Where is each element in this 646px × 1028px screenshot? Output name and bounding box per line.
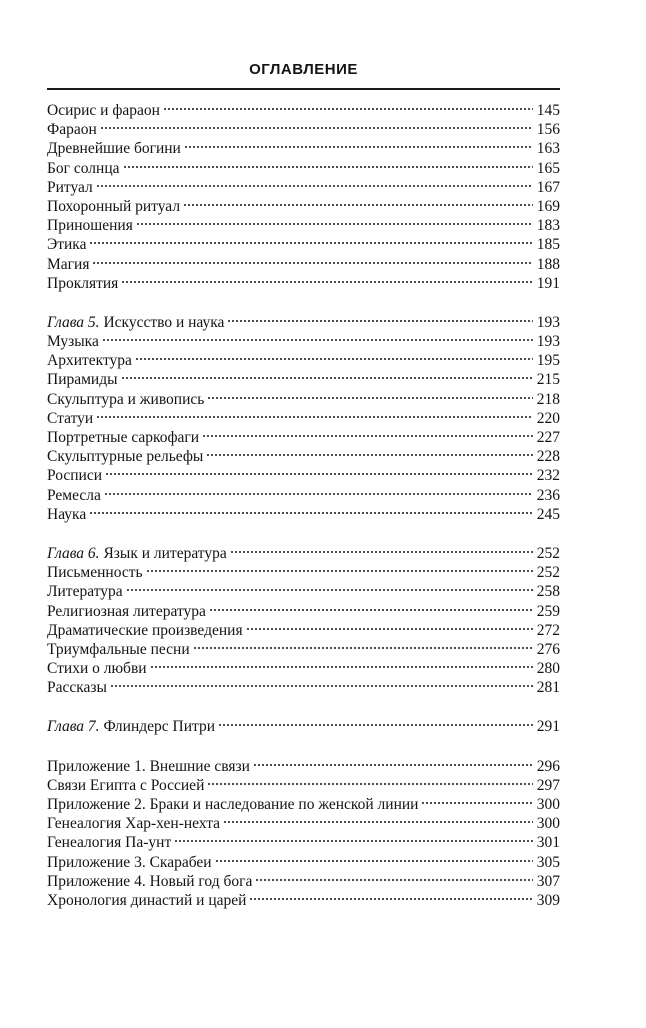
- dot-leader: [218, 722, 533, 728]
- toc-entry[interactable]: [47, 563, 560, 582]
- dot-leader: [163, 106, 533, 112]
- dot-leader: [105, 471, 533, 477]
- toc-entry[interactable]: [47, 833, 560, 852]
- toc-entry-title: Письменность: [47, 564, 143, 582]
- toc-entry[interactable]: [47, 159, 560, 178]
- page-number: 297: [536, 776, 560, 794]
- page-number: 218: [536, 390, 560, 408]
- toc-entry-title: Драматические произведения: [47, 621, 243, 639]
- dot-leader: [100, 125, 533, 131]
- page-number: 300: [536, 796, 560, 813]
- toc-entry[interactable]: [47, 139, 560, 158]
- toc-entry-title: Триумфальные песни: [47, 640, 190, 658]
- toc-entry[interactable]: [47, 313, 560, 332]
- page-number: 227: [536, 429, 560, 446]
- dot-leader: [121, 375, 533, 381]
- dot-leader: [184, 144, 533, 150]
- dot-leader: [102, 337, 533, 343]
- toc-entry-title: Генеалогия Хар-хен-нехта: [47, 815, 221, 833]
- page-number: 193: [536, 333, 560, 351]
- toc-entry-label: [47, 466, 102, 485]
- toc-entry-label: [47, 313, 224, 332]
- toc-section: [47, 313, 560, 524]
- toc-entry-label: [47, 101, 160, 120]
- chapter-number: Глава 7.: [47, 718, 100, 736]
- toc-entry-title: Скульптура и живопись: [47, 390, 205, 408]
- toc-entry-title: Осирис и фараон: [47, 102, 160, 119]
- toc-entry-label: [47, 814, 220, 833]
- dot-leader: [96, 414, 533, 420]
- toc-entry-title: Ритуал: [47, 178, 93, 196]
- toc-entry[interactable]: [47, 466, 560, 485]
- dot-leader: [246, 626, 533, 632]
- toc-entry-label: [47, 390, 204, 409]
- toc-entry[interactable]: [47, 640, 560, 659]
- toc-entry-title: Бог солнца: [47, 159, 120, 177]
- toc-entry-label: [47, 659, 147, 678]
- toc-entry-title: Наука: [47, 505, 87, 523]
- toc-entry-label: [47, 891, 246, 910]
- toc-entry[interactable]: [47, 544, 560, 563]
- toc-entry[interactable]: [47, 717, 560, 736]
- toc-section: [47, 101, 560, 293]
- toc-entry-label: [47, 563, 143, 582]
- toc-entry[interactable]: [47, 582, 560, 601]
- toc-entry[interactable]: [47, 795, 560, 814]
- toc-section: [47, 757, 560, 911]
- dot-leader: [230, 549, 533, 555]
- page-number: 281: [536, 679, 560, 697]
- toc-entry-label: [47, 602, 206, 621]
- dot-leader: [146, 568, 533, 574]
- toc-entry[interactable]: [47, 101, 560, 120]
- toc-entry-title: Приложение 3. Скарабеи: [47, 853, 212, 871]
- toc-entry-title: Литература: [47, 583, 123, 601]
- dot-leader: [89, 510, 533, 516]
- dot-leader: [421, 800, 533, 806]
- page-number: 307: [536, 872, 560, 890]
- dot-leader: [215, 858, 533, 864]
- toc-entry-label: [47, 795, 418, 814]
- page-number: 193: [536, 313, 560, 331]
- toc-entry-label: [47, 370, 118, 389]
- page-number: 258: [536, 583, 560, 601]
- page-number: 163: [536, 140, 560, 158]
- dot-leader: [110, 683, 533, 689]
- toc-entry-title: Стихи о любви: [47, 660, 147, 678]
- toc-entry[interactable]: [47, 216, 560, 235]
- toc-entry[interactable]: [47, 814, 560, 833]
- toc-entry-label: [47, 678, 107, 697]
- page-number: 296: [536, 757, 560, 775]
- dot-leader: [255, 877, 533, 883]
- page-number: 145: [536, 102, 560, 119]
- dot-leader: [104, 491, 533, 497]
- dot-leader: [96, 183, 533, 189]
- toc-entry-label: [47, 120, 97, 139]
- page-number: 220: [536, 409, 560, 427]
- page-number: 280: [536, 660, 560, 678]
- toc-entry-label: [47, 776, 204, 795]
- page-number: 215: [536, 371, 560, 389]
- toc-entry-title: Искусство и наука: [103, 313, 225, 331]
- toc-entry-label: [47, 833, 171, 852]
- toc-entry[interactable]: [47, 621, 560, 640]
- toc-entry-title: Приложение 4. Новый год бога: [47, 872, 253, 890]
- toc-entry-label: [47, 853, 212, 872]
- dot-leader: [202, 433, 533, 439]
- page-number: 245: [536, 505, 560, 523]
- toc-entry[interactable]: [47, 659, 560, 678]
- toc-entry[interactable]: [47, 255, 560, 274]
- dot-leader: [89, 240, 533, 246]
- title-rule: [47, 88, 560, 90]
- toc-entry[interactable]: [47, 178, 560, 197]
- toc-entry[interactable]: [47, 332, 560, 351]
- toc-entry[interactable]: [47, 872, 560, 891]
- toc-entry-title: Ремесла: [47, 486, 101, 504]
- page-number: 232: [536, 467, 560, 485]
- toc-entry-title: Приношения: [47, 217, 133, 235]
- toc-entry-title: Портретные саркофаги: [47, 429, 200, 446]
- toc-section: [47, 544, 560, 698]
- dot-leader: [174, 838, 533, 844]
- toc-entry-title: Фараон: [47, 121, 97, 139]
- toc-entry-label: [47, 351, 132, 370]
- page-number: 259: [536, 602, 560, 620]
- toc-entry[interactable]: [47, 505, 560, 524]
- page-number: 156: [536, 121, 560, 139]
- table-of-contents: [47, 101, 560, 910]
- page-number: 195: [536, 352, 560, 370]
- toc-entry[interactable]: [47, 447, 560, 466]
- dot-leader: [227, 318, 533, 324]
- toc-entry-title: Скульптурные рельефы: [47, 448, 204, 466]
- dot-leader: [121, 279, 533, 285]
- page-title: ОГЛАВЛЕНИЕ: [249, 61, 358, 78]
- toc-entry[interactable]: [47, 486, 560, 505]
- page-number: 188: [536, 255, 560, 273]
- toc-entry[interactable]: [47, 757, 560, 776]
- dot-leader: [209, 607, 533, 613]
- page-number: 165: [536, 159, 560, 177]
- page-number: 185: [536, 236, 560, 254]
- toc-entry[interactable]: [47, 274, 560, 293]
- dot-leader: [249, 896, 533, 902]
- toc-entry-title: Музыка: [47, 333, 99, 351]
- dot-leader: [126, 587, 533, 593]
- toc-entry-label: [47, 159, 120, 178]
- toc-entry-label: [47, 582, 123, 601]
- toc-entry-title: Язык и литература: [103, 544, 227, 562]
- toc-entry-label: [47, 235, 86, 254]
- toc-entry[interactable]: [47, 197, 560, 216]
- toc-entry[interactable]: [47, 351, 560, 370]
- page-number: 167: [536, 178, 560, 196]
- toc-entry[interactable]: [47, 853, 560, 872]
- toc-entry-title: Древнейшие богини: [47, 140, 181, 158]
- chapter-number: Глава 6.: [47, 544, 100, 562]
- dot-leader: [92, 260, 533, 266]
- toc-entry-label: [47, 640, 190, 659]
- toc-entry-title: Этика: [47, 236, 87, 254]
- toc-entry-title: Флиндерс Питри: [103, 718, 216, 736]
- toc-entry-label: [47, 505, 86, 524]
- toc-entry-label: [47, 409, 93, 428]
- toc-entry-label: [47, 486, 101, 505]
- toc-entry-title: Росписи: [47, 467, 103, 485]
- toc-entry[interactable]: [47, 390, 560, 409]
- toc-entry-label: [47, 255, 89, 274]
- toc-entry-title: Статуи: [47, 409, 94, 427]
- toc-entry-label: [47, 544, 227, 563]
- toc-entry-title: Религиозная литература: [47, 602, 206, 620]
- toc-entry-label: [47, 757, 250, 776]
- toc-entry-title: Рассказы: [47, 679, 107, 697]
- toc-entry-title: Пирамиды: [47, 371, 118, 389]
- dot-leader: [123, 164, 533, 170]
- page-number: 301: [536, 834, 560, 852]
- toc-entry-label: [47, 428, 199, 447]
- page-number: 236: [536, 486, 560, 504]
- toc-entry[interactable]: [47, 602, 560, 621]
- toc-entry-title: Приложение 1. Внешние связи: [47, 757, 250, 775]
- dot-leader: [135, 356, 533, 362]
- dot-leader: [207, 395, 533, 401]
- toc-entry-label: [47, 447, 203, 466]
- toc-entry[interactable]: [47, 120, 560, 139]
- page-number: 291: [536, 718, 560, 736]
- dot-leader: [136, 221, 533, 227]
- toc-entry-label: [47, 872, 252, 891]
- toc-entry-title: Архитектура: [47, 352, 132, 370]
- page-number: 169: [536, 197, 560, 215]
- toc-entry[interactable]: [47, 428, 560, 447]
- toc-entry-label: [47, 139, 181, 158]
- toc-entry[interactable]: [47, 370, 560, 389]
- toc-entry-label: [47, 178, 93, 197]
- toc-page: [47, 58, 560, 930]
- dot-leader: [253, 762, 533, 768]
- toc-entry-title: Приложение 2. Браки и наследование по женской линии: [47, 796, 419, 813]
- page-number: 300: [536, 815, 560, 833]
- toc-entry-label: [47, 621, 243, 640]
- toc-section: [47, 717, 560, 736]
- toc-entry-title: Связи Египта с Россией: [47, 776, 205, 794]
- dot-leader: [183, 202, 533, 208]
- toc-entry[interactable]: [47, 235, 560, 254]
- toc-entry-label: [47, 274, 118, 293]
- toc-entry-label: [47, 717, 215, 736]
- dot-leader: [207, 781, 533, 787]
- toc-entry-label: [47, 197, 180, 216]
- page-number: 276: [536, 640, 560, 658]
- page-number: 191: [536, 274, 560, 292]
- page-number: 272: [536, 621, 560, 639]
- toc-entry-label: [47, 216, 133, 235]
- toc-entry[interactable]: [47, 776, 560, 795]
- dot-leader: [206, 452, 533, 458]
- page-number: 309: [536, 891, 560, 909]
- toc-entry-title: Проклятия: [47, 274, 119, 292]
- toc-entry[interactable]: [47, 891, 560, 910]
- toc-entry-title: Хронология династий и царей: [47, 891, 247, 909]
- toc-entry-label: [47, 332, 99, 351]
- toc-entry[interactable]: [47, 409, 560, 428]
- page-number: 252: [536, 544, 560, 562]
- toc-entry-title: Похоронный ритуал: [47, 197, 181, 215]
- toc-entry-title: Магия: [47, 255, 90, 273]
- page-number: 228: [536, 448, 560, 466]
- dot-leader: [193, 645, 533, 651]
- chapter-number: Глава 5.: [47, 313, 100, 331]
- dot-leader: [223, 819, 533, 825]
- toc-entry-title: Генеалогия Па-унт: [47, 834, 172, 852]
- dot-leader: [150, 664, 533, 670]
- page-number: 183: [536, 217, 560, 235]
- page-number: 252: [536, 564, 560, 582]
- page-number: 305: [536, 853, 560, 871]
- toc-entry[interactable]: [47, 678, 560, 697]
